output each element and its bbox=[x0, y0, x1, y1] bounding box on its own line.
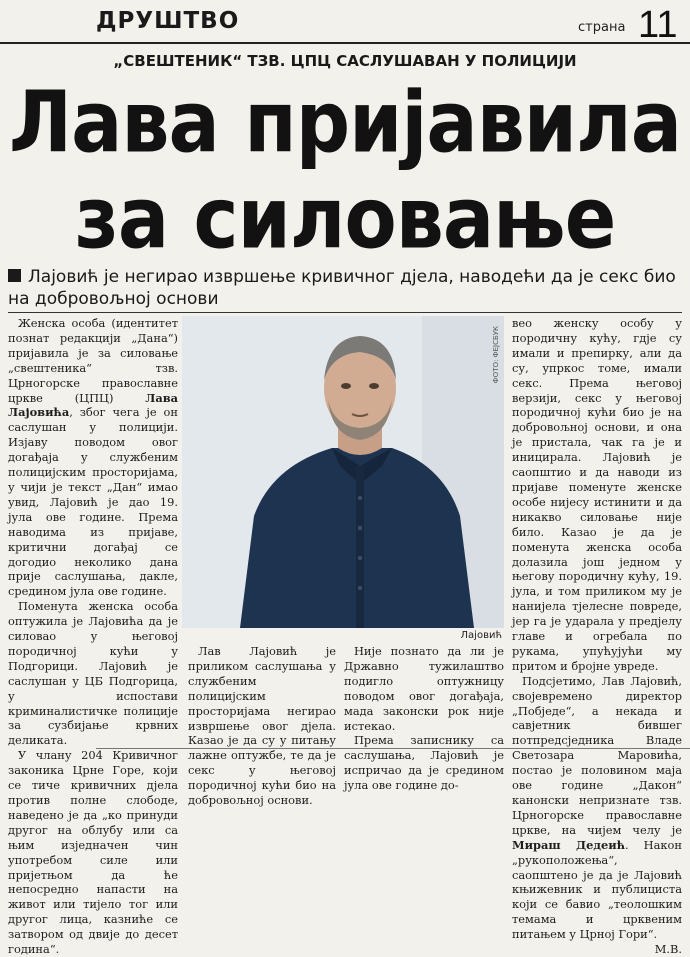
paragraph: Лав Лајовић је приликом саслушања у службеним полицијским просторијама негирао извршење овог дјела. Казао је да су у питању лажне оптужбе, те да је секс у његовој породичној кући био на добровољној основи. bbox=[188, 644, 336, 808]
divider bbox=[8, 312, 682, 313]
headline-line-2: за силовање bbox=[74, 168, 616, 268]
paragraph: Није познато да ли је Државно тужилаштво подигло оптужницу поводом овог догађаја, мада законски рок није истекао. bbox=[344, 644, 504, 733]
article-subhead bbox=[8, 266, 682, 310]
article-column-2b bbox=[344, 644, 504, 793]
paragraph: У члану 204 Кривичног законика Црне Горе, који се тиче кривичних дјела против полне слободе, наведено је да „ко принуди другог на облубу или са њим изједначен чин употребом силе или пријетњом да ће непосредно напасти на живот или тијело тог или другог лица, казниће се затвором од двије до десет година“. bbox=[8, 748, 178, 957]
article-column-1 bbox=[8, 316, 178, 957]
bold-name: Лава Лајовића bbox=[8, 390, 178, 420]
paragraph: Подсјетимо, Лав Лајовић, својевремено директор „Побједе“, а некада и савјетник бившег потпредсједника Владе Светозара Маровића, постао је половином маја ове године „Дакон“ канонски непризнате тзв. Црногорске православне цркве, на чијем челу је Мираш Дедеић. Након „рукоположења“, саопштено је да је Лајовић књижевник и публициста који се бавио „теолошким темама и црквеним питањем у Црној Гори“. bbox=[512, 673, 682, 942]
page-label: страна bbox=[578, 20, 626, 35]
article-headline bbox=[0, 71, 690, 268]
priest-portrait-image bbox=[182, 316, 504, 628]
page-header bbox=[0, 0, 690, 44]
subhead-text: Лајовић је негирао извршење кривичног дјела, наводећи да је секс био на добровољној основи bbox=[8, 267, 676, 309]
article-photo bbox=[182, 316, 504, 628]
bold-name: Мираш Дедеић bbox=[512, 837, 625, 852]
photo-caption: Лајовић bbox=[460, 630, 502, 641]
signature: М.В. bbox=[654, 942, 682, 957]
footer-rule bbox=[96, 748, 690, 756]
article-column-3 bbox=[512, 316, 682, 957]
page-number: 11 bbox=[638, 4, 678, 46]
section-title: ДРУШТВО bbox=[96, 8, 240, 34]
paragraph: Поменута женска особа оптужила је Лајовића да је силовао у његовој породичној кући у Подгорици. Лајовић је саслушан у ЦБ Подгорица, у испостави криминалистичке полиције за сузбијање крвних деликата. bbox=[8, 599, 178, 748]
article-kicker: „СВЕШТЕНИК“ ТЗВ. ЦПЦ САСЛУШАВАН У ПОЛИЦИЈИ bbox=[113, 52, 577, 70]
paragraph: вео женску особу у породичну кућу, гдје су имали и препирку, али да су, упркос томе, имали секс. Према његовој верзији, секс у његовој породичној кући био је на добровољној основи, и она је пристала, чак га је и иницирала. Лајовић је саопштио и да наводи из пријаве поменуте женске особе нијесу истинити и да никакво силовање није било. Казао је да је поменута женска особа долазила још једном у његову породичну кућу, 19. јула, и том приликом му је нанијела тјелесне повреде, јер га је ударала у предјелу главе и огребала по рукама, упућујући му притом и бројне увреде. bbox=[512, 316, 682, 673]
article-column-2a bbox=[188, 644, 336, 808]
bullet-square-icon bbox=[8, 269, 21, 282]
paragraph: Према записнику са саслушања, Лајовић је испричао да је средином јула ове године до- bbox=[344, 733, 504, 793]
photo-credit: ФОТО: ФЕЈСБУК bbox=[492, 326, 500, 384]
paragraph: Женска особа (идентитет познат редакцији „Дана“) пријавила је за силовање „свештеника“ тзв. Црногорске православне цркве (ЦПЦ) Лава Лајовића, због чега је он саслушан у полицији. Изјаву поводом овог догађаја у службеним полицијским просторијама, у чији је текст „Дан“ имао увид, Лајовић је дао 19. јула ове године. Према наводима из пријаве, критични догађај се догодио неколико дана прије саслушања, дакле, средином јула ове године. bbox=[8, 316, 178, 599]
headline-line-1: Лава пријавила bbox=[8, 71, 682, 172]
